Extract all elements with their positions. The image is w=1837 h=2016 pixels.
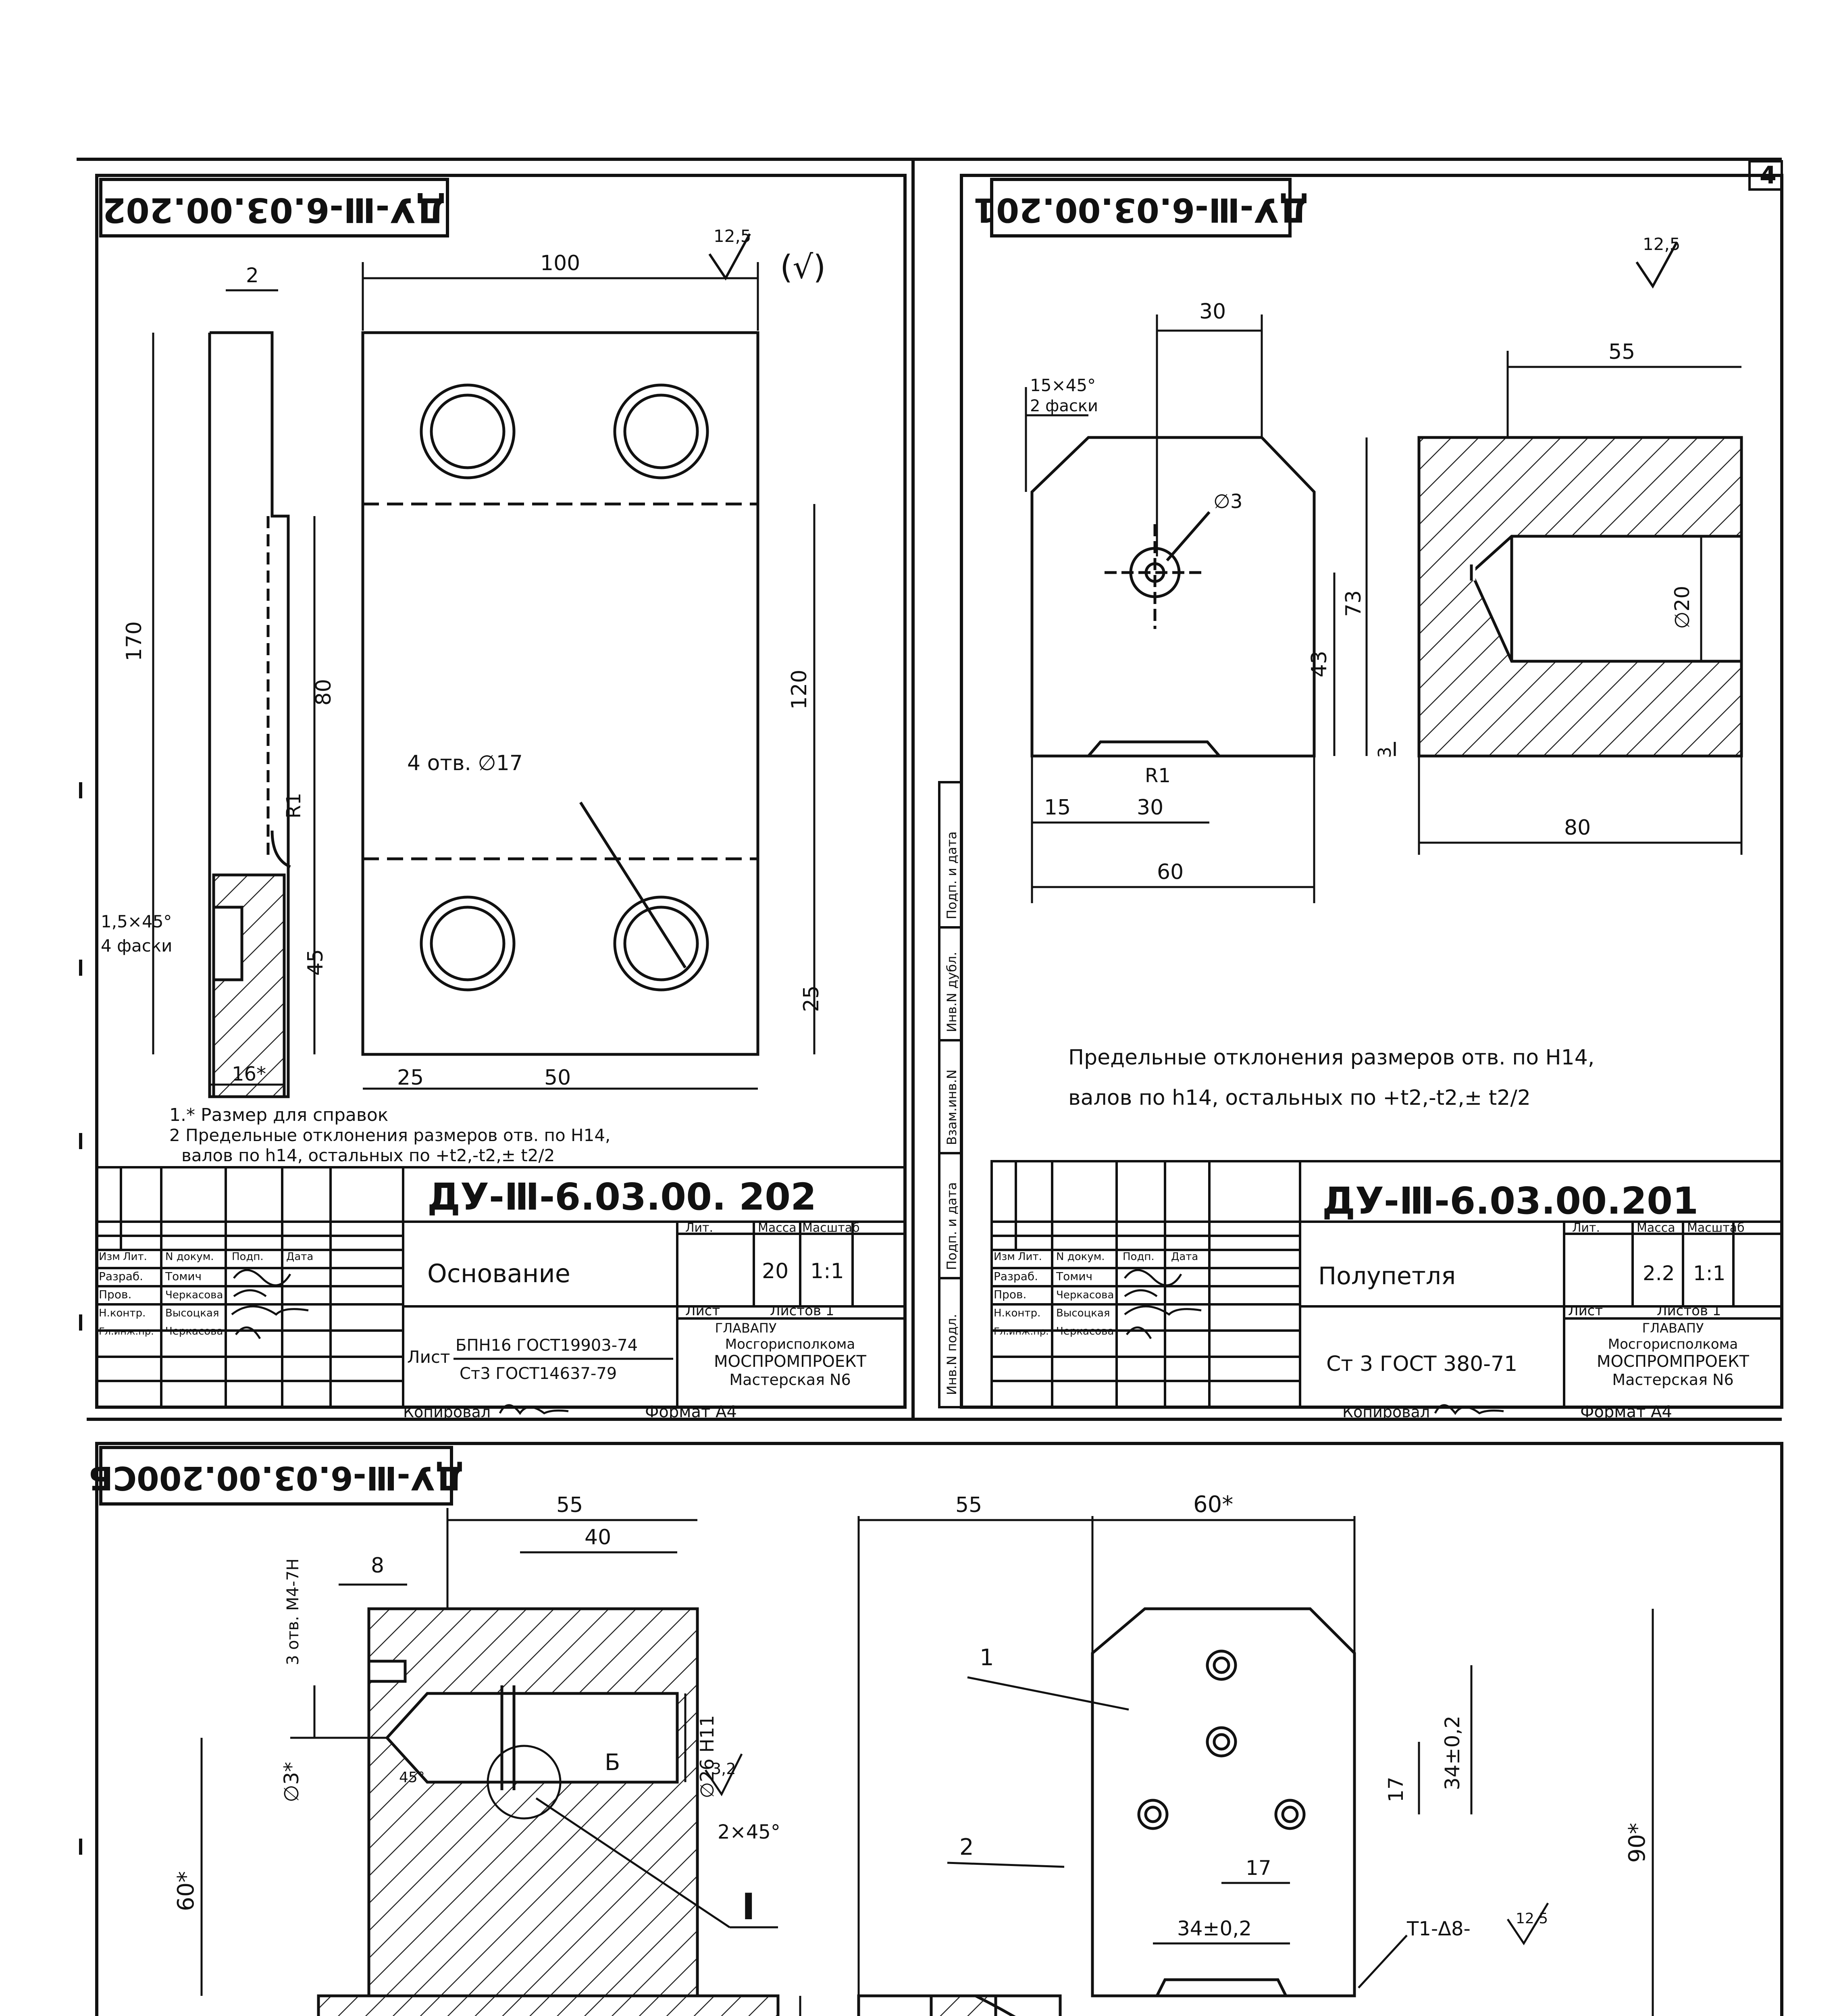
title-material-201: Ст 3 ГОСТ 380-71 — [1326, 1352, 1518, 1376]
code-stamp-202-text: ДУ-Ⅲ-6.03.00.202 — [102, 190, 446, 230]
staff-202-h1: Лит. — [123, 1251, 147, 1263]
title-mass-202: 20 — [762, 1259, 789, 1283]
copied-201: Копировал — [1342, 1403, 1430, 1421]
note-202-3: валов по h14, остальных по +t2,-t2,± t2/2 — [181, 1145, 555, 1165]
note-202-1: 1.* Размер для справок — [169, 1105, 389, 1125]
asm-r-weld-rough: 12,5 — [1516, 1910, 1548, 1927]
title-sheet-202: Лист — [685, 1303, 720, 1319]
dim-202-100: 100 — [540, 251, 580, 275]
dim-201-15: 15 — [1044, 796, 1071, 820]
dim-202-50: 50 — [544, 1066, 571, 1090]
staff-202-name3: Высоцкая — [165, 1307, 219, 1319]
title-material-prefix-202: Лист — [407, 1347, 450, 1367]
dim-202-80: 80 — [312, 679, 336, 706]
staff-201-h4: Дата — [1171, 1251, 1198, 1263]
copied-202: Копировал — [403, 1403, 491, 1421]
dim-201-30: 30 — [1199, 300, 1226, 324]
title-lit-202: Лит. — [685, 1221, 714, 1235]
dim-202-25v: 25 — [799, 985, 824, 1012]
dim-202-16: 16* — [232, 1063, 266, 1085]
org-202-3: МОСПРОМПРОЕКТ — [714, 1352, 866, 1371]
dim-201-43: 43 — [1307, 650, 1331, 677]
title-mass-201: 2.2 — [1643, 1262, 1675, 1285]
staff-202-role2: Пров. — [99, 1288, 132, 1301]
asm-dim-2x45: 2×45° — [718, 1821, 780, 1843]
dim-201-3: 3 — [1375, 747, 1395, 758]
asm-r-17a: 17 — [1384, 1776, 1408, 1802]
side-view-202 — [210, 333, 290, 1097]
asm-r-34a: 34±0,2 — [1441, 1715, 1464, 1790]
staff-202-h3: Подп. — [232, 1251, 264, 1263]
title-scale-202: 1:1 — [810, 1259, 844, 1283]
roughness-bracket-202: (√) — [780, 248, 826, 286]
note-201-2: валов по h14, остальных по +t2,-t2,± t2/2 — [1068, 1086, 1531, 1110]
dim-201-chamfer-note: 2 фаски — [1030, 397, 1098, 415]
title-lit-201: Лит. — [1572, 1221, 1600, 1235]
asm-dim-8: 8 — [371, 1554, 385, 1578]
side-stamp-3: Взам.инв.N — [944, 1069, 959, 1145]
title-code-201: ДУ-Ⅲ-6.03.00.201 — [1322, 1179, 1699, 1223]
staff-202-h4: Дата — [286, 1251, 314, 1263]
side-stamp-1: Подп. и дата — [944, 831, 959, 919]
title-code-202: ДУ-Ⅲ-6.03.00. 202 — [427, 1175, 817, 1218]
sheet-201 — [939, 175, 1782, 1421]
code-stamp-201-text: ДУ-Ⅲ-6.03.00.201 — [973, 190, 1309, 229]
asm-dim-phi26: ∅26 H11 — [696, 1715, 718, 1798]
dim-201-chamfer: 15×45° — [1030, 375, 1096, 395]
asm-r-90: 90* — [1624, 1822, 1650, 1863]
staff-201-name2: Черкасова — [1056, 1289, 1114, 1301]
dim-201-60: 60 — [1157, 860, 1184, 884]
staff-202-role3: Н.контр. — [99, 1307, 146, 1319]
staff-201-h0: Изм — [994, 1251, 1015, 1263]
sheet-202 — [97, 175, 905, 1421]
asm-r-pos2: 2 — [959, 1834, 974, 1860]
roughness-201: 12,5 — [1643, 234, 1681, 254]
title-mass-label-201: Масса — [1637, 1221, 1675, 1235]
title-scale-201: 1:1 — [1693, 1262, 1726, 1285]
org-201-4: Мастерская N6 — [1612, 1371, 1734, 1389]
title-material-top-202: БПН16 ГОСТ19903-74 — [456, 1336, 638, 1355]
asm-dim-40: 40 — [585, 1525, 612, 1549]
staff-201-name3: Высоцкая — [1056, 1307, 1110, 1319]
asm-dim-32: 3,2 — [711, 1760, 736, 1778]
staff-202-h2: N докум. — [165, 1251, 214, 1263]
asm-dim-60: 60* — [173, 1871, 199, 1911]
staff-201-role2: Пров. — [994, 1288, 1027, 1301]
dim-201-30b: 30 — [1137, 796, 1164, 820]
staff-201-h2: N докум. — [1056, 1251, 1105, 1263]
asm-dim-55: 55 — [556, 1493, 583, 1517]
dim-202-120: 120 — [787, 669, 811, 710]
title-material-bottom-202: Ст3 ГОСТ14637-79 — [460, 1364, 617, 1383]
org-201-2: Мосгорисполкома — [1608, 1336, 1738, 1352]
holes-202: 4 отв. ∅17 — [407, 751, 523, 775]
assembly-section — [318, 1609, 778, 2016]
assembly-front-dims — [859, 1516, 1653, 2016]
staff-202-name1: Томич — [165, 1270, 202, 1283]
dim-201-r1: R1 — [1145, 764, 1171, 787]
org-202-2: Мосгорисполкома — [725, 1336, 855, 1352]
asm-r-pos1: 1 — [980, 1645, 994, 1671]
staff-202-role4: Гл.инж.пр. — [99, 1326, 154, 1337]
dim-201-55: 55 — [1608, 340, 1635, 364]
format-201: Формат А4 — [1580, 1403, 1672, 1421]
chamfer-202: 1,5×45° — [101, 912, 172, 931]
code-stamp-200sb-text: ДУ-Ⅲ-6.03.00.200СБ — [88, 1459, 464, 1497]
asm-dim-phi3: ∅3* — [280, 1762, 303, 1802]
staff-201-role1: Разраб. — [994, 1270, 1038, 1283]
dim-201-phi20: ∅20 — [1671, 585, 1694, 629]
org-201-3: МОСПРОМПРОЕКТ — [1597, 1352, 1749, 1371]
title-sheet-201: Лист — [1568, 1303, 1603, 1319]
dim-202-25h: 25 — [397, 1066, 424, 1090]
side-stamp-2: Инв.N дубл. — [944, 952, 959, 1032]
asm-r-weld: T1-Δ8- — [1407, 1918, 1471, 1940]
sheet-200sb — [88, 1443, 1782, 2016]
assembly-front — [859, 1609, 1572, 2016]
asm-dim-b: Б — [605, 1749, 620, 1776]
dim-201-73: 73 — [1342, 590, 1366, 617]
staff-201-h1: Лит. — [1018, 1251, 1042, 1263]
org-201-1: ГЛАВАПУ — [1642, 1320, 1704, 1336]
roughness-202: 12,5 — [714, 226, 751, 246]
staff-202-h0: Изм — [99, 1251, 120, 1263]
chamfer-note-202: 4 фаски — [101, 936, 173, 956]
asm-r-17b: 17 — [1246, 1856, 1271, 1880]
org-202-4: Мастерская N6 — [729, 1371, 851, 1389]
title-name-202: Основание — [427, 1259, 570, 1288]
title-sheets-202: Листов 1 — [770, 1303, 834, 1319]
dim-201-phi3: ∅3 — [1213, 490, 1243, 513]
staff-201-name4: Черкасова — [1056, 1325, 1114, 1337]
staff-202-name2: Черкасова — [165, 1289, 223, 1301]
dim-202-170: 170 — [122, 621, 146, 661]
title-sheets-201: Листов 1 — [1657, 1303, 1721, 1319]
staff-201-name1: Томич — [1056, 1270, 1093, 1283]
asm-r-55: 55 — [955, 1493, 982, 1517]
staff-201-h3: Подп. — [1123, 1251, 1155, 1263]
dim-201-80: 80 — [1564, 816, 1591, 840]
staff-202-name4: Черкасова — [165, 1325, 223, 1337]
note-201-1: Предельные отклонения размеров отв. по H14, — [1068, 1045, 1595, 1070]
org-202-1: ГЛАВАПУ — [715, 1320, 777, 1336]
format-202: Формат А4 — [645, 1403, 737, 1421]
asm-dim-holes: 3 отв. M4-7H — [284, 1558, 302, 1665]
title-scale-label-202: Масштаб — [802, 1221, 860, 1235]
asm-dim-I: I — [742, 1886, 755, 1928]
asm-dim-45deg: 45° — [399, 1769, 425, 1786]
dim-202-2: 2 — [246, 264, 259, 287]
asm-r-60: 60* — [1193, 1491, 1234, 1518]
dim-202-r1: R1 — [283, 793, 305, 818]
title-name-201: Полупетля — [1318, 1262, 1456, 1290]
front-view-201 — [1032, 437, 1314, 756]
side-stamp-5: Инв.N подл. — [944, 1314, 959, 1395]
dim-202-45: 45 — [304, 949, 328, 976]
front-view-202 — [363, 333, 758, 1054]
note-202-2: 2 Предельные отклонения размеров отв. по H14, — [169, 1125, 611, 1145]
side-stamp-4: Подп. и дата — [944, 1182, 959, 1270]
staff-201-role3: Н.контр. — [994, 1307, 1041, 1319]
title-scale-label-201: Масштаб — [1687, 1221, 1745, 1235]
page-number: 4 — [1760, 161, 1777, 190]
asm-r-34b: 34±0,2 — [1177, 1917, 1252, 1940]
staff-202-role1: Разраб. — [99, 1270, 144, 1283]
title-mass-label-202: Масса — [758, 1221, 797, 1235]
staff-201-role4: Гл.инж.пр. — [994, 1326, 1049, 1337]
sheet-200sb-border — [97, 1443, 1782, 2016]
